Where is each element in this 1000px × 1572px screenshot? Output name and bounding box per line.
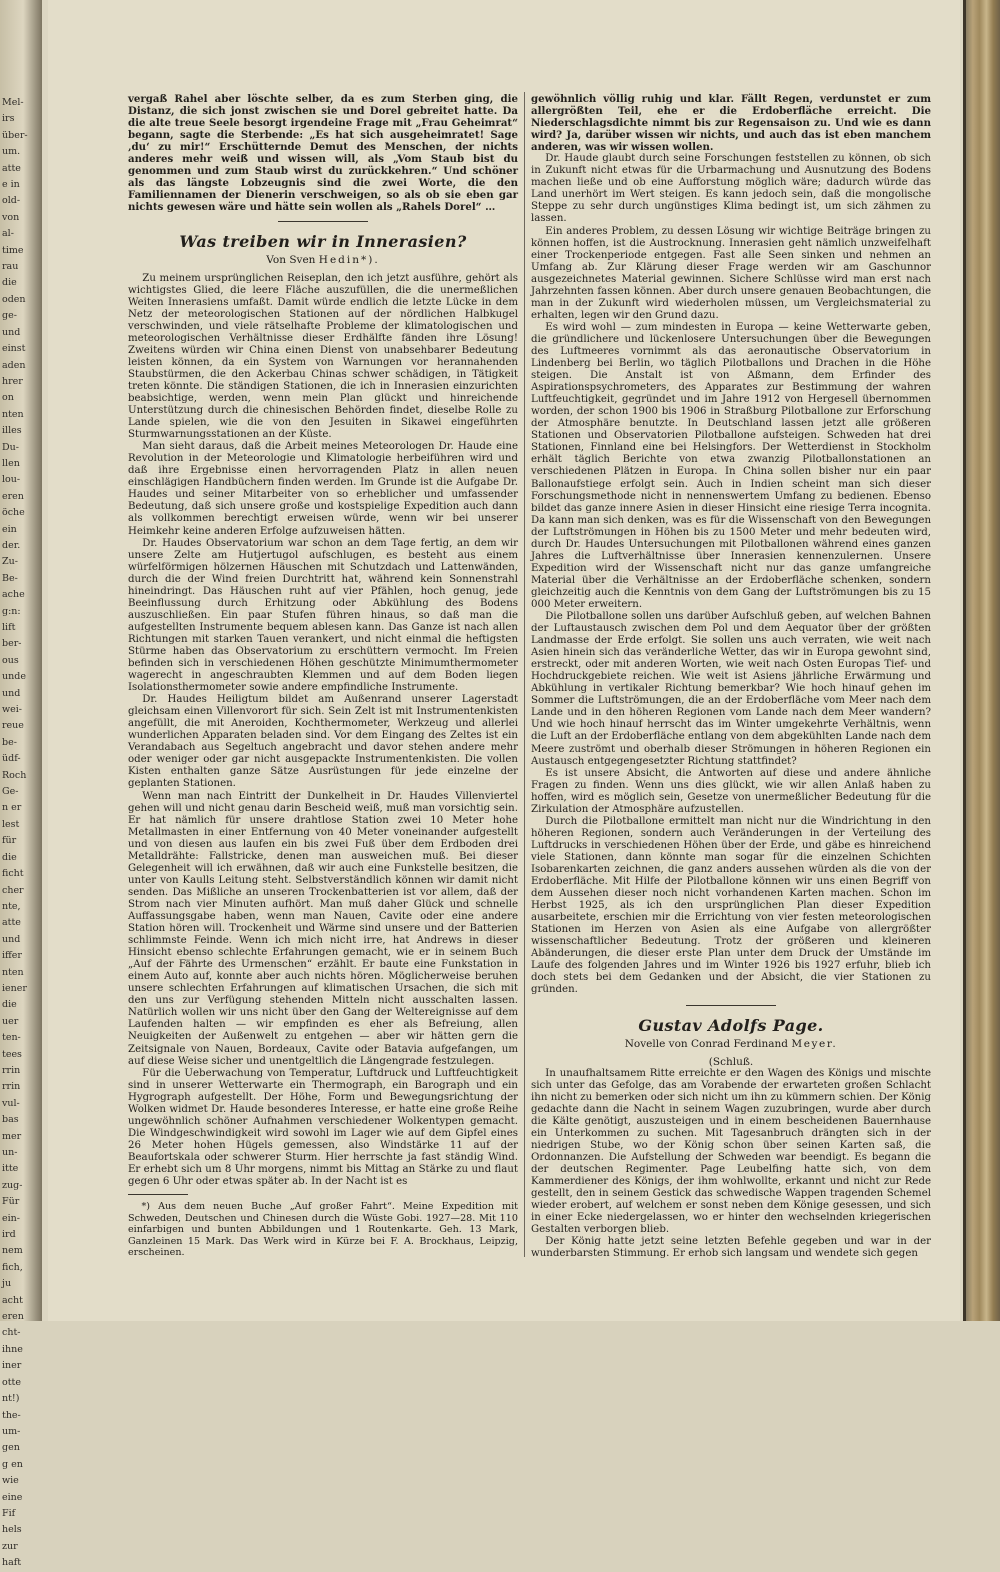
fragment-line: wei-	[2, 704, 23, 716]
byline-prefix: Von Sven	[266, 254, 316, 267]
article-paragraph: Dr. Haude glaubt durch seine Forschungen feststellen zu können, ob sich in Zukunft nicht etwas für die Urbarmachung und Ausnutzung des Bodens machen ließe und ob eine Aufforstung möglich wäre; dadurch würde das Land unerhört im Wert steigen. Es kann jedoch sein, daß die mongolische Steppe zu sehr durch ungünstiges Klima bedingt ist, um sich zähmen zu lassen.	[531, 153, 931, 225]
fragment-line: on	[2, 392, 14, 404]
fragment-line: aden	[2, 359, 26, 371]
fragment-line: eine	[2, 1491, 23, 1503]
fragment-line: ein	[2, 523, 17, 535]
byline-author: Hedin*).	[318, 254, 380, 267]
fragment-line: von	[2, 211, 20, 223]
section-rule	[278, 221, 368, 222]
fragment-line: fich,	[2, 1261, 23, 1273]
fragment-line: rau	[2, 261, 19, 273]
fragment-line: rrin	[2, 1081, 21, 1093]
fragment-line: acht	[2, 1294, 23, 1306]
fragment-line: reue	[2, 720, 24, 732]
article-paragraph: gewöhnlich völlig ruhig und klar. Fällt Regen, verdunstet er zum allergrößten Teil, ehe er die Erdoberfläche erreicht. Die Niederschlagsdichte nimmt bis zur Regensaison zu. Und wie es dann wird? Ja, darüber wissen wir nichts, und auch das ist eben manchem anderen, was wir wissen wollen.	[531, 93, 931, 154]
fragment-line: zug-	[2, 1179, 23, 1191]
fragment-line: bas	[2, 1114, 19, 1126]
fragment-line: Fif	[2, 1507, 16, 1519]
fragment-line: lou-	[2, 474, 21, 486]
article-paragraph: Wenn man nach Eintritt der Dunkelheit in Dr. Haudes Villenviertel gehen will und nicht genau darin Bescheid weiß, muß man vorsichtig sein. Er hat nämlich für unsere drahtlose Station zwei 10 Meter hohe Metallmasten in einer Entfernung von 40 Meter voneinander aufgestellt und von diesen aus laufen ein bis zwei Fuß über dem Erdboden drei Metalldrähte: Fallstricke, denen man ausweichen muß. Bei dieser Gelegenheit will ich erwähnen, daß wir auch eine Funkstelle besitzen, die unter von Kaulls Leitung steht. Selbstverständlich können wir damit nicht senden. Das Mißliche an unseren Trockenbatterien ist vor allem, daß der Strom nach vier Minuten aufhört. Man muß daher Glück und schnelle Auffassungsgabe haben, wenn man Nauen, Cavite oder eine andere Station hören will. Trockenheit und Wärme sind unsere und der Batterien schlimmste Feinde. Wenn ich mich nicht irre, hat Andrews in dieser Hinsicht ebenso schlechte Erfahrungen gemacht, wie er in seinem Buch „Auf der Fährte des Urmenschen“ erzählt. Er baute eine Funkstation in einem Auto auf, konnte aber auch nichts hören. Möglicherweise beruhen unsere schlechten Erfahrungen auf klimatischen Ursachen, die sich mit den uns zur Verfügung stehenden Mitteln nicht ausschalten lassen. Natürlich wollen wir uns nicht über den Gang der Weltereignisse auf dem Laufenden halten — wir empfinden es eher als Befreiung, allen Neuigkeiten der Außenwelt zu entgehen — aber wir hätten gern die Zeitsignale von Nauen, Bordeaux, Cavite oder Batavia aufgefangen, um auf diese Weise sicher und unentgeltlich die Längengrade festzulegen.	[128, 790, 518, 1067]
fragment-line: ficht	[2, 868, 24, 880]
fragment-line: iffer	[2, 950, 22, 962]
fragment-line: time	[2, 244, 24, 256]
story-byline	[531, 1038, 931, 1050]
fragment-line: eren	[2, 490, 24, 502]
fragment-line: n er	[2, 802, 22, 814]
fragment-line: tees	[2, 1048, 22, 1060]
article-title: Was treiben wir in Innerasien?	[179, 232, 467, 252]
fragment-line: ten-	[2, 1032, 21, 1044]
fragment-line: ju	[2, 1278, 12, 1290]
fragment-line: al-	[2, 228, 14, 240]
fragment-line: ihne	[2, 1343, 23, 1355]
fragment-line: öche	[2, 507, 25, 519]
fragment-line: cht-	[2, 1327, 21, 1339]
fragment-line: atte	[2, 162, 21, 174]
page-edge-stack	[966, 0, 1000, 1321]
fragment-line: ird	[2, 1229, 16, 1241]
article-paragraph: Dr. Haudes Heiligtum bildet am Außenrand unserer Lagerstadt gleichsam einen Villenvorort für sich. Sein Zelt ist mit Instrumentenkisten angefüllt, die mit Aneroiden, Kochthermometer, Werkzeug und allerlei wunderlichen Apparaten beladen sind. Vor dem Eingang des Zeltes ist ein Verandabach aus Segeltuch angebracht und davor stehen andere mehr oder weniger oder gar nicht ausgepackte Instrumentenkisten. Die vollen Kisten enthalten ganze Sätze Ausrüstungen für jede einzelne der geplanten Stationen.	[128, 694, 518, 790]
fragment-line: nten	[2, 408, 24, 420]
right-column	[531, 93, 931, 1260]
previous-page-text-fragments	[2, 95, 38, 1569]
footnote-rule	[128, 1194, 188, 1195]
story-continuation-note: (Schluß.	[708, 1055, 754, 1068]
fragment-line: und	[2, 933, 21, 945]
fragment-line: g en	[2, 1458, 23, 1470]
article-paragraph: Die Pilotballone sollen uns darüber Aufschluß geben, auf welchen Bahnen der Luftaustausch zwischen dem Pol und dem Aequator über der größten Landmasse der Erde erfolgt. Sie sollen uns auch verraten, wie weit nach Asien hinein sich das veränderliche Wetter, das wir in Europa gewohnt sind, erstreckt, oder mit anderen Worten, wie weit nach Osten Europas Tief- und Hochdruckgebiete reichen. Wie weit ist Asiens jährliche Erwärmung und Abkühlung in vertikaler Richtung bemerkbar? Wie hoch hinauf gehen im Sommer die Luftströmungen, die an der Erdoberfläche vom Meer nach dem Lande und in den höheren Regionen vom Lande nach dem Meer wandern? Und wie hoch hinauf herrscht das im Winter umgekehrte Verhältnis, wenn die Luft an der Erdoberfläche entlang von dem abgekühlten Lande nach dem Meere zuströmt und oberhalb dieser Strömungen in höheren Regionen ein Austausch entgegengesetzter Richtung stattfindet?	[531, 611, 931, 767]
fragment-line: gen	[2, 1442, 20, 1454]
article-byline	[128, 254, 518, 266]
fragment-line: die	[2, 999, 17, 1011]
fragment-line: ge-	[2, 310, 17, 322]
fragment-line: illes	[2, 425, 22, 437]
fragment-line: um-	[2, 1425, 21, 1437]
fragment-line: irs	[2, 113, 15, 125]
fragment-line: für	[2, 835, 17, 847]
article-paragraph: Es ist unsere Absicht, die Antworten auf diese und andere ähnliche Fragen zu finden. Wenn uns dies glückt, wie wir allen Anlaß haben zu hoffen, wird es möglich sein, Gesetze von unermeßlicher Bedeutung für die Zirkulation der Atmosphäre aufzustellen.	[531, 767, 931, 815]
section-rule	[686, 1005, 776, 1006]
fragment-line: üdf-	[2, 753, 21, 765]
fragment-line: ous	[2, 654, 19, 666]
continued-paragraph: vergaß Rahel aber löschte selber, da es zum Sterben ging, die Distanz, die sich jonst zwischen sie und Dorel gebreitet hatte. Da die alte treue Seele besorgt irgendeine Frage mit „Frau Geheimrat“ begann, sagte die Sterbende: „Es hat sich ausgeheimratet! Sage ‚du‘ zu mir!“ Erschütternde Demut des Menschen, der nichts anderes mehr weiß und wissen will, als „Vom Staub bist du genommen und zum Staub wirst du zurückkehren.“ Und schöner als das längste Lobzeugnis sind die zwei Worte, die den Familiennamen der Dienerin verschweigen, so als ob sie eben gar nichts gewesen wäre und hätte sein wollen als „Rahels Dorel“ …	[128, 93, 518, 214]
fragment-line: lift	[2, 622, 16, 633]
article-paragraph: Für die Ueberwachung von Temperatur, Luftdruck und Luftfeuchtigkeit sind in unserer Wetterwarte ein Thermograph, ein Barograph und ein Hygrograph aufgestellt. Der Höhe, Form und Bewegungsrichtung der Wolken widmet Dr. Haude besonderes Interesse, er hatte eine große Reihe ungewöhnlich schöner Aufnahmen verschiedener Wolkentypen gemacht. Die Windgeschwindigkeit wird sowohl im Lager wie auf dem Gipfel eines 26 Meter hohen Hügels gemessen, also Windstärke 11 auf der Beaufortskala oder schwerer Sturm. Hier herrschte ja fast ständig Wind. Er erhebt sich um 8 Uhr morgens, nimmt bis Mittag an Stärke zu und flaut gegen 6 Uhr oder etwas später ab. In der Nacht ist es	[128, 1067, 518, 1188]
fragment-line: nem	[2, 1245, 23, 1257]
story-paragraph: In unaufhaltsamem Ritte erreichte er den Wagen des Königs und mischte sich unter das Gefolge, das am Vorabende der erwarteten großen Schlacht ihn nicht zu bemerken oder sich nicht um ihn zu kümmern schien. Der König gedachte dann die Nacht in seinem Wagen zuzubringen, wurde aber durch die Kälte genötigt, auszusteigen und in einem bescheidenen Bauernhause ein Unterkommen zu suchen. Mit Tagesanbruch drängten sich in der niedrigen Stube, wo der König schon über seinen Karten saß, die Ordonnanzen. Die Aufstellung der Schweden war beendigt. Es begann die der deutschen Regimenter. Page Leubelfing hatte sich, von dem Kammerdiener des Königs, der ihm wohlwollte, erkannt und nicht zur Rede gestellt, den in seinem Gestick das schwedische Wappen tragenden Schemel wieder erobert, auf welchem er sonst neben dem Könige gesessen, und sich in einer Ecke niedergelassen, wo er hinter den wechselnden kriegerischen Gestalten verborgen blieb.	[531, 1067, 931, 1236]
fragment-line: hrer	[2, 375, 23, 387]
fragment-line: nten	[2, 966, 24, 978]
fragment-line: unde	[2, 671, 26, 683]
left-column	[128, 93, 518, 1259]
fragment-line: der.	[2, 539, 21, 551]
story-paragraph: Der König hatte jetzt seine letzten Befehle gegeben und war in der wunderbarsten Stimmung. Er erhob sich langsam und wendete sich gegen	[531, 1236, 931, 1260]
article-paragraph: Es wird wohl — zum mindesten in Europa — keine Wetterwarte geben, die gründlichere und lückenlosere Untersuchungen über die Bewegungen des Luftmeeres vornimmt als das aeronautische Observatorium in Lindenberg bei Berlin, wo täglich Pilotballons und Drachen in die Höhe steigen. Die Anstalt ist von Aßmann, dem Erfinder des Aspirationspsychrometers, des Apparates zur Bestimmung der wahren Luftfeuchtigkeit, gegründet und im Jahre 1912 von Hergesell übernommen worden, der schon 1900 bis 1906 in Straßburg Pilotballone zur Erforschung der Atmosphäre benutzte. In Deutschland lassen jetzt alle größeren Stationen und Observatorien Pilotballone aufsteigen. Schweden hat drei Stationen, Finnland eine bei Helsingfors. Der Wetterdienst in Stockholm erhält täglich Berichte von etwa zwanzig Pilotballonstationen an verschiedenen Plätzen in Europa. In China sollen bisher nur ein paar Ballonaufstiege erfolgt sein. Auch in Indien scheint man sich dieser Forschungsmethode nicht in nennenswertem Umfang zu bedienen. Ebenso bildet das ganze innere Asien in dieser Hinsicht eine riesige Terra incognita. Da kann man sich denken, was es für die Wissenschaft von den Bewegungen der Luftströmungen in Höhen bis zu 1500 Meter und mehr bedeuten wird, durch Dr. Haudes Untersuchungen mit Pilotballonen während eines ganzen Jahres die Luftverhältnisse über Innerasien kennenzulernen. Unsere Expedition wird der Wissenschaft nicht nur das ganze umfangreiche Material über die Verhältnisse an der Erdoberfläche schenken, sondern gleichzeitig auch die Kenntnis von dem Gang der Luftströmungen bis zu 15 000 Meter erweitern.	[531, 321, 931, 610]
fragment-line: iener	[2, 982, 27, 994]
fragment-line: Roch	[2, 769, 27, 781]
fragment-line: rrin	[2, 1064, 21, 1076]
fragment-line: g:n:	[2, 605, 21, 617]
fragment-line: old-	[2, 195, 21, 207]
fragment-line: die	[2, 851, 17, 863]
fragment-line: mer	[2, 1130, 22, 1142]
fragment-line: otte	[2, 1376, 21, 1388]
fragment-line: nte,	[2, 900, 21, 912]
fragment-line: uer	[2, 1015, 19, 1027]
fragment-line: Für	[2, 1196, 20, 1208]
fragment-line: llen	[2, 457, 20, 469]
fragment-line: the-	[2, 1409, 21, 1421]
fragment-line: cher	[2, 884, 24, 896]
fragment-line: ache	[2, 589, 25, 601]
fragment-line: iner	[2, 1360, 22, 1372]
fragment-line: lest	[2, 818, 20, 830]
fragment-line: eren	[2, 1311, 24, 1323]
story-byline-author: Meyer.	[791, 1037, 838, 1050]
fragment-line: hels	[2, 1524, 22, 1536]
fragment-line: vul-	[2, 1097, 20, 1109]
fragment-line: un-	[2, 1147, 18, 1158]
fragment-line: um.	[2, 146, 21, 158]
fragment-line: und	[2, 687, 21, 699]
fragment-line: atte	[2, 917, 21, 929]
article-paragraph: Zu meinem ursprünglichen Reiseplan, den ich jetzt ausführe, gehört als wichtigstes Glied, die leere Fläche auszufüllen, die die unermeßlichen Weiten Innerasiens umfaßt. Damit würde endlich die letzte Lücke in dem Netz der meteorologischen Stationen auf der nördlichen Halbkugel verschwinden, und viele rätselhafte Probleme der klimatologischen und meteorologischen Verhältnisse dieser Erdhälfte fänden ihre Lösung! Zweitens würden wir China einen Dienst von unabsehbarer Bedeutung leisten können, da ein System von Warnungen vor herannahenden Staubstürmen, die den Ackerbau Chinas schwer schädigen, in Tätigkeit treten könnte. Die ständigen Stationen, die ich in Innerasien einzurichten beabsichtige, werden, wenn mein Plan glückt und hinreichende Unterstützung durch die chinesischen Behörden findet, dieselbe Rolle zu Lande spielen, wie die von den Jesuiten in Sikawei eingeführten Sturmwarnungsstationen an der Küste.	[128, 272, 518, 441]
fragment-line: Mel-	[2, 97, 24, 108]
article-paragraph: Ein anderes Problem, zu dessen Lösung wir wichtige Beiträge bringen zu können hoffen, ist die Austrocknung. Innerasien geht nämlich unzweifelhaft einer Trockenperiode entgegen. Fast alle Seen sinken und nehmen an Umfang ab. Zur Klärung dieser Frage werden wir am Gaschunnor ausgezeichnetes Material gewinnen. Sichere Schlüsse wird man erst nach Jahrzehnten fassen können. Aber durch unsere genauen Beobachtungen, die man in der Zukunft wird wiederholen müssen, um Vergleichsmaterial zu erhalten, legen wir den Grund dazu.	[531, 225, 931, 321]
article-paragraph: Man sieht daraus, daß die Arbeit meines Meteorologen Dr. Haude eine Revolution in der Meteorologie und Klimatologie herbeiführen wird und daß ihre Ergebnisse einen hervorragenden Platz in allen neuen einschlägigen Handbüchern finden werden. Im Grunde ist die Aufgabe Dr. Haudes und seiner Mitarbeiter von so erheblicher und umfassender Bedeutung, daß sich unsere große und kostspielige Expedition auch dann als vollkommen berechtigt erweisen würde, wenn wir bei unserer Heimkehr keine anderen Erfolge aufzuweisen hätten.	[128, 441, 518, 537]
page-sheet	[48, 0, 960, 1321]
fragment-line: über-	[2, 129, 28, 141]
fragment-line: die	[2, 277, 17, 289]
story-byline-prefix: Novelle von Conrad Ferdinand	[624, 1037, 788, 1050]
fragment-line: haft	[2, 1557, 22, 1569]
fragment-line: be-	[2, 736, 17, 748]
footnote: *) Aus dem neuen Buche „Auf großer Fahrt“. Meine Expedition mit Schweden, Deutschen und Chinesen durch die Wüste Gobi. 1927—28. Mit 110 einfarbigen und bunten Abbildungen und 1 Routenkarte. Geh. 13 Mark, Ganzleinen 15 Mark. Das Werk wird in Kürze bei F. A. Brockhaus, Leipzig, erscheinen.	[128, 1201, 518, 1259]
fragment-line: Du-	[2, 441, 19, 453]
previous-page-gutter	[0, 0, 42, 1569]
fragment-line: ber-	[2, 638, 22, 650]
column-divider	[524, 92, 525, 1257]
fragment-line: zur	[2, 1540, 18, 1552]
article-paragraph: Dr. Haudes Observatorium war schon an dem Tage fertig, an dem wir unsere Zelte am Hutjertugol aufschlugen, es besteht aus einem würfelförmigen hölzernen Häuschen mit Schutzdach und Lattenwänden, durch die der Wind freien Durchtritt hat, während kein Sonnenstrahl hineindringt. Das Häuschen ruht auf vier Pfählen, hoch genug, jede Beeinflussung durch Erhitzung oder Abkühlung des Bodens auszuschließen. Ein paar Stufen führen hinaus, so daß man die aufgestellten Instrumente bequem ablesen kann. Das Ganze ist nach allen Richtungen mit starken Tauen verankert, und nicht einmal die heftigsten Stürme haben das Observatorium zu erschüttern vermocht. Im Freien befinden sich in verschiedenen Höhen geschützte Minimumthermometer wagerecht in angeschraubten Klemmen und auf dem Boden liegen Isolationsthermometer sowie andere empfindliche Instrumente.	[128, 537, 518, 694]
fragment-line: einst	[2, 343, 26, 355]
fragment-line: und	[2, 326, 21, 338]
article-paragraph: Durch die Pilotballone ermittelt man nicht nur die Windrichtung in den höheren Regionen, sondern auch Veränderungen in der Verteilung des Luftdrucks in verschiedenen Höhen über der Erde, und gäbe es hinreichend viele Stationen, dann könnte man sogar für die einzelnen Schichten Isobarenkarten zeichnen, die ganz anders aussehen würden als die von der Erdoberfläche. Mit Hilfe der Pilotballone können wir uns einen Begriff von dem Aussehen dieser noch nicht vorhandenen Karten machen. Schon im Herbst 1925, als ich den ursprünglichen Plan dieser Expedition ausarbeitete, erschien mir die Errichtung von vier festen meteorologischen Stationen im Herzen von Asien als eine Aufgabe von allergrößter wissenschaftlicher Bedeutung. Trotz der größeren und kleineren Abänderungen, die dieser erste Plan unter dem Druck der Umstände im Laufe des folgenden Jahres und im Winter 1926 bis 1927 erfuhr, blieb ich doch stets bei dem Gedanken und der Absicht, die vier Stationen zu gründen.	[531, 815, 931, 996]
fragment-line: nt!)	[2, 1393, 20, 1405]
fragment-line: Be-	[2, 572, 18, 584]
fragment-line: oden	[2, 293, 26, 305]
fragment-line: Ge-	[2, 786, 19, 798]
story-title: Gustav Adolfs Page.	[638, 1015, 824, 1035]
fragment-line: ein-	[2, 1212, 20, 1224]
fragment-line: e in	[2, 179, 20, 191]
fragment-line: Zu-	[2, 556, 18, 568]
fragment-line: wie	[2, 1475, 19, 1487]
fragment-line: itte	[2, 1163, 19, 1175]
